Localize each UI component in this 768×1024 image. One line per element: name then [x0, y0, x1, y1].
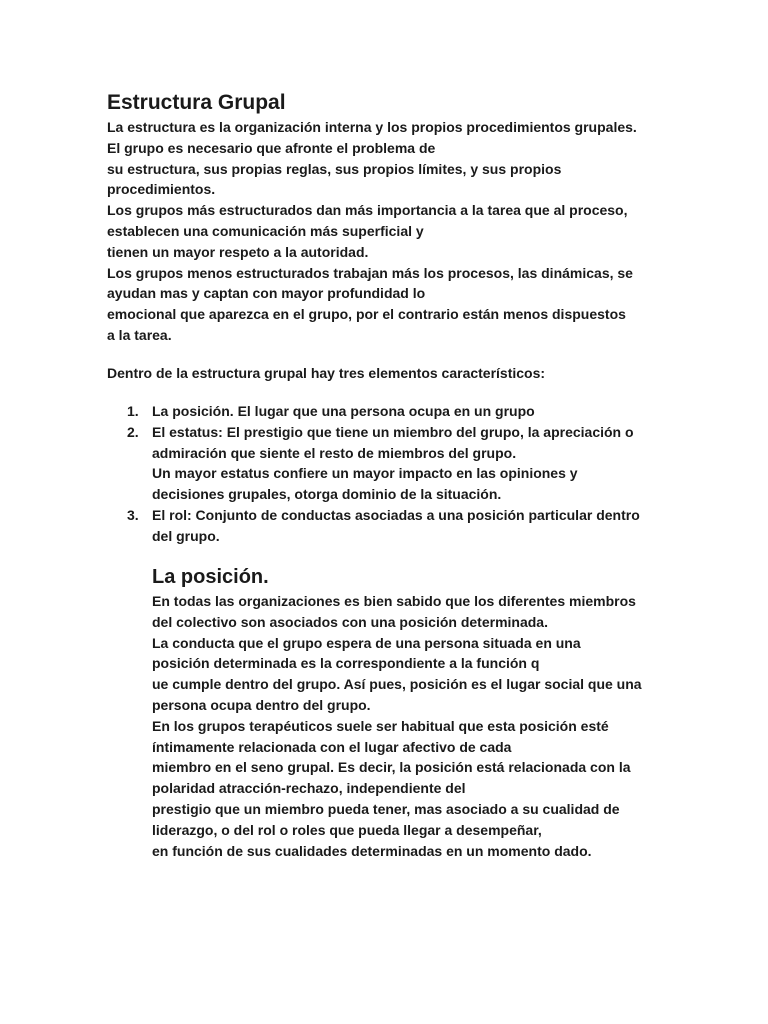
list-item-line: El rol: Conjunto de conductas asociadas a una posición particular dentro — [152, 506, 640, 523]
elements-list — [107, 401, 677, 547]
list-item — [107, 422, 677, 505]
section-line: En los grupos terapéuticos suele ser habitual que esta posición esté — [152, 717, 609, 734]
intro-line: Los grupos más estructurados dan más importancia a la tarea que al proceso, — [107, 202, 628, 219]
section-line: en función de sus cualidades determinadas en un momento dado. — [152, 842, 592, 859]
list-item-line: La posición. El lugar que una persona ocupa en un grupo — [152, 403, 535, 419]
list-item — [107, 401, 677, 422]
section-line: persona ocupa dentro del grupo. — [152, 696, 371, 713]
intro-line: La estructura es la organización interna y los propios procedimientos grupales. — [107, 119, 637, 135]
section-line: posición determinada es la correspondiente a la función q — [152, 655, 540, 672]
list-item — [107, 505, 677, 547]
document-title: Estructura Grupal — [107, 91, 286, 114]
intro-line: ayudan mas y captan con mayor profundidad lo — [107, 285, 426, 302]
list-number: 1. — [127, 403, 139, 419]
intro-paragraph — [107, 117, 667, 346]
list-number: 2. — [127, 423, 139, 440]
intro-line: tienen un mayor respeto a la autoridad. — [107, 243, 369, 260]
section-line: liderazgo, o del rol o roles que pueda llegar a desempeñar, — [152, 821, 542, 838]
list-item-line: del grupo. — [152, 527, 220, 544]
intro-line: Los grupos menos estructurados trabajan más los procesos, las dinámicas, se — [107, 264, 633, 281]
section-line: íntimamente relacionada con el lugar afectivo de cada — [152, 738, 512, 755]
section-line: del colectivo son asociados con una posición determinada. — [152, 613, 548, 630]
intro-line: procedimientos. — [107, 181, 216, 198]
list-item-line: El estatus: El prestigio que tiene un miembro del grupo, la apreciación o — [152, 423, 634, 440]
section-line: polaridad atracción-rechazo, independiente del — [152, 780, 466, 797]
list-item-line: decisiones grupales, otorga dominio de la situación. — [152, 486, 502, 503]
intro-line: emocional que aparezca en el grupo, por el contrario están menos dispuestos — [107, 306, 626, 323]
intro-line: El grupo es necesario que afronte el problema de — [107, 139, 436, 156]
section-paragraph — [152, 591, 672, 861]
section-line: La conducta que el grupo espera de una persona situada en una — [152, 634, 581, 651]
lead-line: Dentro de la estructura grupal hay tres elementos característicos: — [107, 365, 546, 381]
section-line: ue cumple dentro del grupo. Así pues, posición es el lugar social que una — [152, 676, 642, 693]
intro-line: su estructura, sus propias reglas, sus propios límites, y sus propios — [107, 160, 562, 177]
section-line: prestigio que un miembro pueda tener, mas asociado a su cualidad de — [152, 800, 620, 817]
list-lead — [107, 363, 667, 384]
list-item-line: Un mayor estatus confiere un mayor impacto en las opiniones y — [152, 465, 578, 482]
section-line: miembro en el seno grupal. Es decir, la posición está relacionada con la — [152, 759, 631, 776]
list-item-line: admiración que siente el resto de miembros del grupo. — [152, 444, 517, 461]
list-number: 3. — [127, 506, 139, 523]
section-line: En todas las organizaciones es bien sabido que los diferentes miembros — [152, 593, 636, 609]
intro-line: establecen una comunicación más superficial y — [107, 222, 424, 239]
section-title: La posición. — [152, 566, 269, 588]
intro-line: a la tarea. — [107, 326, 172, 343]
